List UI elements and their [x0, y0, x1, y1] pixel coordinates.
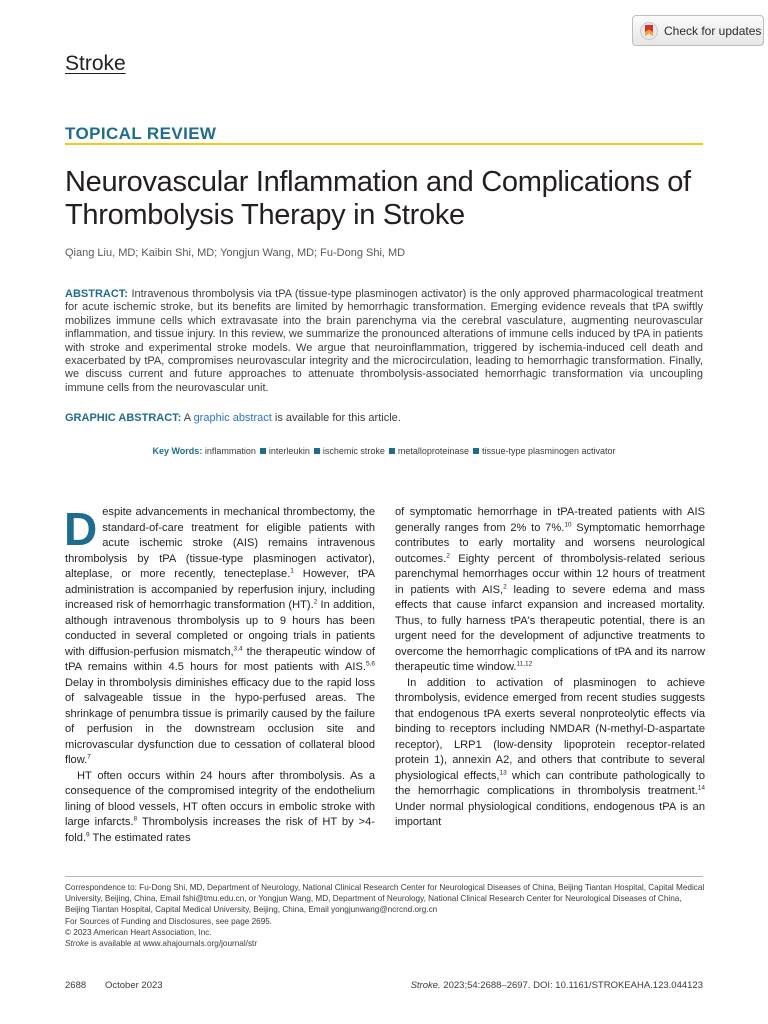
correspondence: Correspondence to: Fu-Dong Shi, MD, Department of Neurology, National Clinical Research Center for Neurological Diseases of China, Beijing Tiantan Hospital, Capital Medical University, Beijing, China, Email fshi@tmu.edu.cn, or Yongjun Wang, MD, Department of Neurology, National Clinical Research Center for Neurological Diseases of China, Beijing Tiantan Hospital, Capital Medical University, Beijing, China, Email yongjunwang@ncrcnd.org.cn	[65, 883, 705, 915]
body-text: Eighty percent of thrombolysis-related serious parenchymal hemorrhages occur within 12 hours of treatment in patients with AIS,	[395, 552, 705, 596]
graphic-abstract-label: GRAPHIC ABSTRACT:	[65, 412, 182, 424]
body-text: which can contribute pathologically to the hemorrhagic complications in thrombolysis treatment.	[395, 769, 705, 797]
keyword: interleukin	[268, 446, 310, 456]
graphic-abstract-link[interactable]: graphic abstract	[193, 412, 272, 424]
page-number: 2688	[65, 980, 87, 991]
body-text: However, tPA administration is accompanied by reperfusion injury, including increased risk of hemorrhagic transformation (HT).	[65, 568, 376, 611]
check-for-updates-button[interactable]	[632, 15, 764, 46]
author-list: Qiang Liu, MD; Kaibin Shi, MD; Yongjun Wang, MD; Fu-Dong Shi, MD	[65, 247, 406, 259]
availability	[65, 938, 705, 949]
issue-month: October 2023	[105, 980, 163, 991]
abstract-text: Intravenous thrombolysis via tPA (tissue-type plasminogen activator) is the only approved pharmacological treatment for acute ischemic stroke, but its benefits are limited by hemorrhagic transformation. Emerging evidence reveals that tPA swiftly mobilizes immune cells which extravasate into the brain parenchyma via the cerebral vasculature, augmenting neurovascular inflammation, and tissue injury. In this review, we summarize the pronounced alterations of immune cells induced by tPA in patients with stroke and experimental stroke models. We argue that neuroinflammation, triggered by ischemia-induced cell death and exacerbated by tPA, compromises neurovascular integrity and the microcirculation, leading to hemorrhagic transformation. Finally, we discuss current and future approaches to attenuate thrombolysis-associated hemorrhagic transformation via uncoupling immune cells from the neurovascular unit.	[65, 288, 704, 394]
keyword: ischemic stroke	[322, 446, 385, 456]
body-text: of symptomatic hemorrhage in tPA-treated patients with AIS generally ranges from 2% to 7%.	[395, 506, 705, 534]
body-paragraph	[395, 676, 705, 831]
citation-ref[interactable]: 5,6	[365, 660, 375, 668]
footnotes	[65, 882, 705, 949]
body-text: the therapeutic window of tPA remains within 4.5 hours for most patients with AIS.	[65, 645, 376, 673]
bullet-square-icon	[260, 448, 266, 454]
section-rule	[65, 143, 703, 145]
body-text: The estimated rates	[89, 831, 191, 844]
citation-journal: Stroke.	[410, 980, 441, 991]
journal-name[interactable]: Stroke	[65, 52, 126, 75]
body-text: In addition, although intravenous thrombolysis up to 9 hours has been conducted in several completed or ongoing trials in patients with diffusion-perfusion mismatch,	[65, 599, 376, 658]
body-paragraph	[65, 505, 375, 769]
citation-ref[interactable]: 2	[313, 598, 318, 606]
body-paragraph	[395, 505, 705, 676]
copyright: © 2023 American Heart Association, Inc.	[65, 927, 212, 937]
citation-ref[interactable]: 11,12	[516, 660, 533, 668]
citation-ref[interactable]: 13	[499, 768, 507, 776]
citation-ref[interactable]: 7	[87, 753, 91, 761]
graphic-abstract-pre: A	[183, 412, 194, 424]
citation-ref[interactable]: 2	[503, 582, 507, 590]
footnote-divider	[65, 876, 703, 877]
bullet-square-icon	[314, 448, 320, 454]
citation-ref[interactable]: 10	[564, 520, 572, 528]
citation-ref[interactable]: 2	[446, 551, 450, 559]
body-text: espite advancements in mechanical thrombectomy, the standard-of-care treatment for eligible patients with acute ischemic stroke (AIS) remains intravenous thrombolysis by tPA (tissue-type plasminogen activator), alteplase, or more recently, tenecteplase.	[65, 506, 375, 580]
citation-ref[interactable]: 8	[133, 815, 138, 823]
citation-ref[interactable]: 3,4	[233, 644, 243, 652]
citation-ref[interactable]: 14	[697, 784, 705, 792]
body-text: In addition to activation of plasminogen to achieve thrombolysis, evidence emerged from recent studies suggests that endogenous tPA exerts several nonproteolytic effects via binding to receptors including NMDAR (N-methyl-D-aspartate receptor), LRP1 (low-density lipoprotein receptor-related protein 1), annexin A2, and others that contribute to several physiological effects,	[395, 676, 705, 782]
check-for-updates-label: Check for updates	[664, 23, 762, 38]
abstract	[65, 288, 703, 395]
citation-ref[interactable]: 1	[290, 567, 294, 575]
keyword: metalloproteinase	[397, 446, 469, 456]
keyword: tissue-type plasminogen activator	[481, 446, 616, 456]
crossmark-icon	[640, 21, 658, 41]
bullet-square-icon	[473, 448, 479, 454]
body-text: HT often occurs within 24 hours after thrombolysis. As a consequence of the compromised integrity of the endothelium lining of blood vessels, HT often occurs in embolic stroke with large infarcts.	[65, 769, 375, 828]
body-text: Under normal physiological conditions, endogenous tPA is an important	[395, 800, 705, 828]
funding-note: For Sources of Funding and Disclosures, see page 2695.	[65, 916, 273, 926]
graphic-abstract-post: is available for this article.	[271, 412, 401, 424]
body-text: Delay in thrombolysis diminishes efficacy due to the rapid loss of salvageable tissue in the hypo-perfused areas. The shrinkage of penumbra tissue is primarily caused by the failure of perfusion in the downstream occlusion site and microvascular dysfunction due to cessation of collateral blood flow.	[65, 676, 375, 766]
body-paragraph	[65, 769, 375, 847]
keywords	[65, 446, 703, 456]
availability-text: is available at www.ahajournals.org/journal/str	[88, 939, 258, 949]
citation-ref[interactable]: 9	[85, 830, 90, 838]
body-column-left	[65, 505, 375, 846]
article-title: Neurovascular Inflammation and Complications of Thrombolysis Therapy in Stroke	[65, 166, 691, 231]
bullet-square-icon	[389, 448, 395, 454]
availability-journal: Stroke	[65, 939, 89, 949]
body-column-right	[395, 505, 705, 831]
drop-cap: D	[64, 503, 98, 555]
keywords-label: Key Words:	[152, 446, 203, 456]
body-text: Symptomatic hemorrhage contributes to early mortality and worsens neurological outcomes.	[395, 521, 705, 565]
citation-line	[411, 980, 703, 991]
body-text: leading to severe edema and mass effects that cause infarct expansion and increased mortality. Thus, to fully harness tPA's therapeutic potential, there is an urgent need for the development of adjunctive treatments to overcome the hemorrhagic complications of tPA and its narrow therapeutic time window.	[395, 583, 705, 673]
citation-text: 2023;54:2688–2697. DOI: 10.1161/STROKEAHA.123.044123	[440, 980, 703, 991]
body-text: Thrombolysis increases the risk of HT by >4-fold.	[65, 816, 375, 844]
section-label: TOPICAL REVIEW	[65, 124, 217, 143]
abstract-label: ABSTRACT:	[65, 288, 128, 300]
graphic-abstract-line	[65, 412, 401, 424]
keyword: inflammation	[204, 446, 256, 456]
